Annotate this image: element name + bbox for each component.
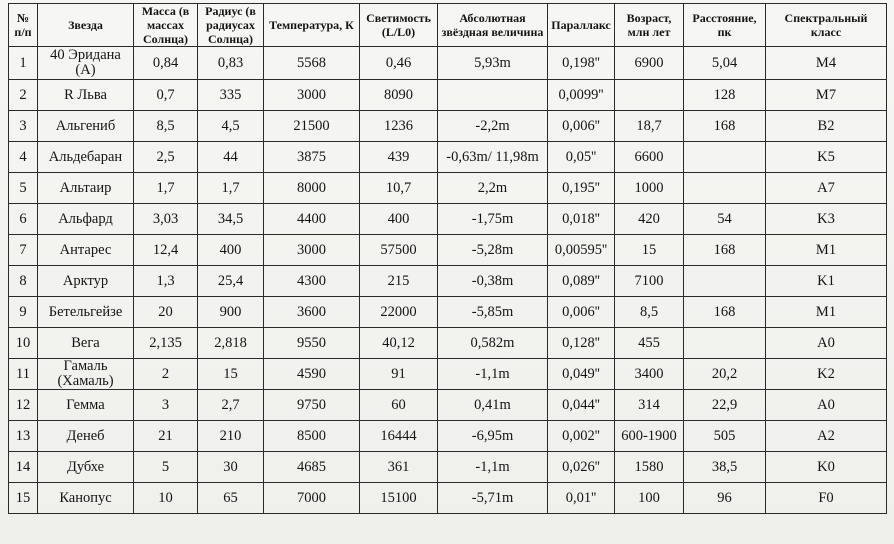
- cell-parallax: 0,00595'': [548, 235, 615, 266]
- cell-age: 7100: [615, 266, 684, 297]
- cell-abs-magnitude: -0,38m: [438, 266, 548, 297]
- cell-luminosity: 400: [360, 204, 438, 235]
- cell-mass: 21: [134, 421, 198, 452]
- cell-star: Альдебаран: [38, 142, 134, 173]
- cell-radius: 2,7: [198, 390, 264, 421]
- stars-table: [8, 3, 887, 514]
- cell-radius: 4,5: [198, 111, 264, 142]
- cell-num: 12: [9, 390, 38, 421]
- table-row: [9, 390, 887, 421]
- cell-spectral-class: K3: [766, 204, 887, 235]
- cell-age: 8,5: [615, 297, 684, 328]
- cell-star: Гамаль (Хамаль): [38, 359, 134, 390]
- cell-distance: 505: [684, 421, 766, 452]
- cell-age: 6600: [615, 142, 684, 173]
- table-row: [9, 173, 887, 204]
- cell-mass: 1,3: [134, 266, 198, 297]
- cell-abs-magnitude: -0,63m/ 11,98m: [438, 142, 548, 173]
- table-row: [9, 297, 887, 328]
- cell-abs-magnitude: -1,75m: [438, 204, 548, 235]
- cell-mass: 3,03: [134, 204, 198, 235]
- cell-radius: 2,818: [198, 328, 264, 359]
- cell-mass: 10: [134, 483, 198, 514]
- cell-num: 2: [9, 80, 38, 111]
- table-row: [9, 111, 887, 142]
- cell-luminosity: 60: [360, 390, 438, 421]
- cell-abs-magnitude: -2,2m: [438, 111, 548, 142]
- cell-age: 420: [615, 204, 684, 235]
- cell-star: Гемма: [38, 390, 134, 421]
- cell-parallax: 0,006'': [548, 111, 615, 142]
- cell-num: 8: [9, 266, 38, 297]
- cell-parallax: 0,026'': [548, 452, 615, 483]
- cell-temperature: 8500: [264, 421, 360, 452]
- cell-star: 40 Эридана (А): [38, 47, 134, 80]
- cell-star: R Льва: [38, 80, 134, 111]
- cell-temperature: 3000: [264, 80, 360, 111]
- cell-mass: 12,4: [134, 235, 198, 266]
- cell-radius: 0,83: [198, 47, 264, 80]
- cell-parallax: 0,049'': [548, 359, 615, 390]
- cell-num: 14: [9, 452, 38, 483]
- cell-spectral-class: A7: [766, 173, 887, 204]
- cell-parallax: 0,05'': [548, 142, 615, 173]
- cell-num: 10: [9, 328, 38, 359]
- cell-radius: 44: [198, 142, 264, 173]
- cell-radius: 1,7: [198, 173, 264, 204]
- header-mass: Масса (в массах Солнца): [134, 4, 198, 47]
- cell-luminosity: 57500: [360, 235, 438, 266]
- table-row: [9, 235, 887, 266]
- cell-age: 15: [615, 235, 684, 266]
- cell-temperature: 7000: [264, 483, 360, 514]
- cell-spectral-class: K2: [766, 359, 887, 390]
- cell-abs-magnitude: [438, 80, 548, 111]
- table-body: [9, 47, 887, 514]
- cell-distance: 5,04: [684, 47, 766, 80]
- cell-abs-magnitude: 0,41m: [438, 390, 548, 421]
- cell-radius: 900: [198, 297, 264, 328]
- cell-luminosity: 15100: [360, 483, 438, 514]
- cell-distance: 168: [684, 111, 766, 142]
- cell-spectral-class: B2: [766, 111, 887, 142]
- cell-temperature: 21500: [264, 111, 360, 142]
- cell-distance: 38,5: [684, 452, 766, 483]
- cell-distance: 54: [684, 204, 766, 235]
- cell-luminosity: 40,12: [360, 328, 438, 359]
- table-row: [9, 142, 887, 173]
- cell-radius: 25,4: [198, 266, 264, 297]
- cell-radius: 400: [198, 235, 264, 266]
- cell-temperature: 3875: [264, 142, 360, 173]
- cell-radius: 210: [198, 421, 264, 452]
- cell-mass: 0,84: [134, 47, 198, 80]
- cell-num: 13: [9, 421, 38, 452]
- cell-temperature: 4685: [264, 452, 360, 483]
- cell-spectral-class: M7: [766, 80, 887, 111]
- cell-distance: 20,2: [684, 359, 766, 390]
- cell-luminosity: 1236: [360, 111, 438, 142]
- cell-parallax: 0,044'': [548, 390, 615, 421]
- header-age: Возраст, млн лет: [615, 4, 684, 47]
- cell-spectral-class: K1: [766, 266, 887, 297]
- cell-abs-magnitude: 0,582m: [438, 328, 548, 359]
- cell-num: 7: [9, 235, 38, 266]
- cell-distance: 128: [684, 80, 766, 111]
- cell-star: Канопус: [38, 483, 134, 514]
- cell-distance: [684, 328, 766, 359]
- cell-abs-magnitude: 5,93m: [438, 47, 548, 80]
- cell-mass: 8,5: [134, 111, 198, 142]
- cell-mass: 2,135: [134, 328, 198, 359]
- cell-temperature: 9550: [264, 328, 360, 359]
- cell-radius: 65: [198, 483, 264, 514]
- cell-luminosity: 22000: [360, 297, 438, 328]
- header-temperature: Температура, К: [264, 4, 360, 47]
- cell-spectral-class: M1: [766, 235, 887, 266]
- cell-num: 15: [9, 483, 38, 514]
- cell-mass: 20: [134, 297, 198, 328]
- cell-star: Антарес: [38, 235, 134, 266]
- cell-parallax: 0,195'': [548, 173, 615, 204]
- cell-mass: 2: [134, 359, 198, 390]
- cell-luminosity: 91: [360, 359, 438, 390]
- table-row: [9, 47, 887, 80]
- cell-mass: 1,7: [134, 173, 198, 204]
- cell-age: 455: [615, 328, 684, 359]
- cell-temperature: 3600: [264, 297, 360, 328]
- cell-star: Альтаир: [38, 173, 134, 204]
- cell-abs-magnitude: -1,1m: [438, 452, 548, 483]
- cell-parallax: 0,002'': [548, 421, 615, 452]
- cell-star: Альгениб: [38, 111, 134, 142]
- cell-spectral-class: K5: [766, 142, 887, 173]
- cell-abs-magnitude: -5,28m: [438, 235, 548, 266]
- cell-parallax: 0,0099'': [548, 80, 615, 111]
- cell-radius: 34,5: [198, 204, 264, 235]
- cell-age: [615, 80, 684, 111]
- cell-luminosity: 439: [360, 142, 438, 173]
- cell-distance: 168: [684, 297, 766, 328]
- cell-num: 9: [9, 297, 38, 328]
- header-radius: Радиус (в радиусах Солнца): [198, 4, 264, 47]
- cell-parallax: 0,01'': [548, 483, 615, 514]
- cell-luminosity: 8090: [360, 80, 438, 111]
- cell-mass: 0,7: [134, 80, 198, 111]
- cell-abs-magnitude: -6,95m: [438, 421, 548, 452]
- header-num: № п/п: [9, 4, 38, 47]
- table-row: [9, 204, 887, 235]
- cell-star: Денеб: [38, 421, 134, 452]
- cell-temperature: 3000: [264, 235, 360, 266]
- cell-mass: 2,5: [134, 142, 198, 173]
- cell-distance: [684, 142, 766, 173]
- cell-parallax: 0,128'': [548, 328, 615, 359]
- cell-radius: 15: [198, 359, 264, 390]
- cell-parallax: 0,018'': [548, 204, 615, 235]
- cell-parallax: 0,089'': [548, 266, 615, 297]
- header-spectral-class: Спектральный класс: [766, 4, 887, 47]
- cell-mass: 3: [134, 390, 198, 421]
- header-star: Звезда: [38, 4, 134, 47]
- cell-luminosity: 10,7: [360, 173, 438, 204]
- cell-spectral-class: M1: [766, 297, 887, 328]
- cell-luminosity: 0,46: [360, 47, 438, 80]
- cell-spectral-class: A2: [766, 421, 887, 452]
- cell-age: 1580: [615, 452, 684, 483]
- cell-temperature: 9750: [264, 390, 360, 421]
- cell-abs-magnitude: 2,2m: [438, 173, 548, 204]
- cell-spectral-class: A0: [766, 328, 887, 359]
- cell-temperature: 4400: [264, 204, 360, 235]
- cell-radius: 335: [198, 80, 264, 111]
- cell-age: 18,7: [615, 111, 684, 142]
- cell-num: 6: [9, 204, 38, 235]
- cell-spectral-class: M4: [766, 47, 887, 80]
- cell-star: Альфард: [38, 204, 134, 235]
- cell-luminosity: 361: [360, 452, 438, 483]
- cell-num: 5: [9, 173, 38, 204]
- cell-age: 314: [615, 390, 684, 421]
- cell-spectral-class: A0: [766, 390, 887, 421]
- cell-temperature: 8000: [264, 173, 360, 204]
- cell-num: 1: [9, 47, 38, 80]
- cell-temperature: 5568: [264, 47, 360, 80]
- cell-distance: [684, 266, 766, 297]
- cell-star: Вега: [38, 328, 134, 359]
- cell-star: Бетельгейзе: [38, 297, 134, 328]
- cell-distance: 96: [684, 483, 766, 514]
- table-row: [9, 266, 887, 297]
- cell-num: 4: [9, 142, 38, 173]
- cell-parallax: 0,006'': [548, 297, 615, 328]
- cell-num: 3: [9, 111, 38, 142]
- table-row: [9, 80, 887, 111]
- cell-star: Дубхе: [38, 452, 134, 483]
- cell-abs-magnitude: -5,85m: [438, 297, 548, 328]
- cell-spectral-class: F0: [766, 483, 887, 514]
- header-parallax: Параллакс: [548, 4, 615, 47]
- cell-distance: 168: [684, 235, 766, 266]
- cell-temperature: 4300: [264, 266, 360, 297]
- cell-age: 600-1900: [615, 421, 684, 452]
- cell-abs-magnitude: -5,71m: [438, 483, 548, 514]
- cell-num: 11: [9, 359, 38, 390]
- cell-distance: [684, 173, 766, 204]
- cell-star: Арктур: [38, 266, 134, 297]
- cell-luminosity: 16444: [360, 421, 438, 452]
- table-row: [9, 483, 887, 514]
- cell-abs-magnitude: -1,1m: [438, 359, 548, 390]
- cell-parallax: 0,198'': [548, 47, 615, 80]
- table-row: [9, 421, 887, 452]
- cell-luminosity: 215: [360, 266, 438, 297]
- cell-radius: 30: [198, 452, 264, 483]
- table-row: [9, 359, 887, 390]
- cell-temperature: 4590: [264, 359, 360, 390]
- table-row: [9, 452, 887, 483]
- cell-distance: 22,9: [684, 390, 766, 421]
- header-distance: Расстояние, пк: [684, 4, 766, 47]
- header-abs-magnitude: Абсолютная звёздная величина: [438, 4, 548, 47]
- cell-age: 100: [615, 483, 684, 514]
- table-header-row: [9, 4, 887, 47]
- table-row: [9, 328, 887, 359]
- cell-spectral-class: K0: [766, 452, 887, 483]
- cell-age: 3400: [615, 359, 684, 390]
- cell-mass: 5: [134, 452, 198, 483]
- cell-age: 1000: [615, 173, 684, 204]
- header-luminosity: Светимость (L/L0): [360, 4, 438, 47]
- cell-age: 6900: [615, 47, 684, 80]
